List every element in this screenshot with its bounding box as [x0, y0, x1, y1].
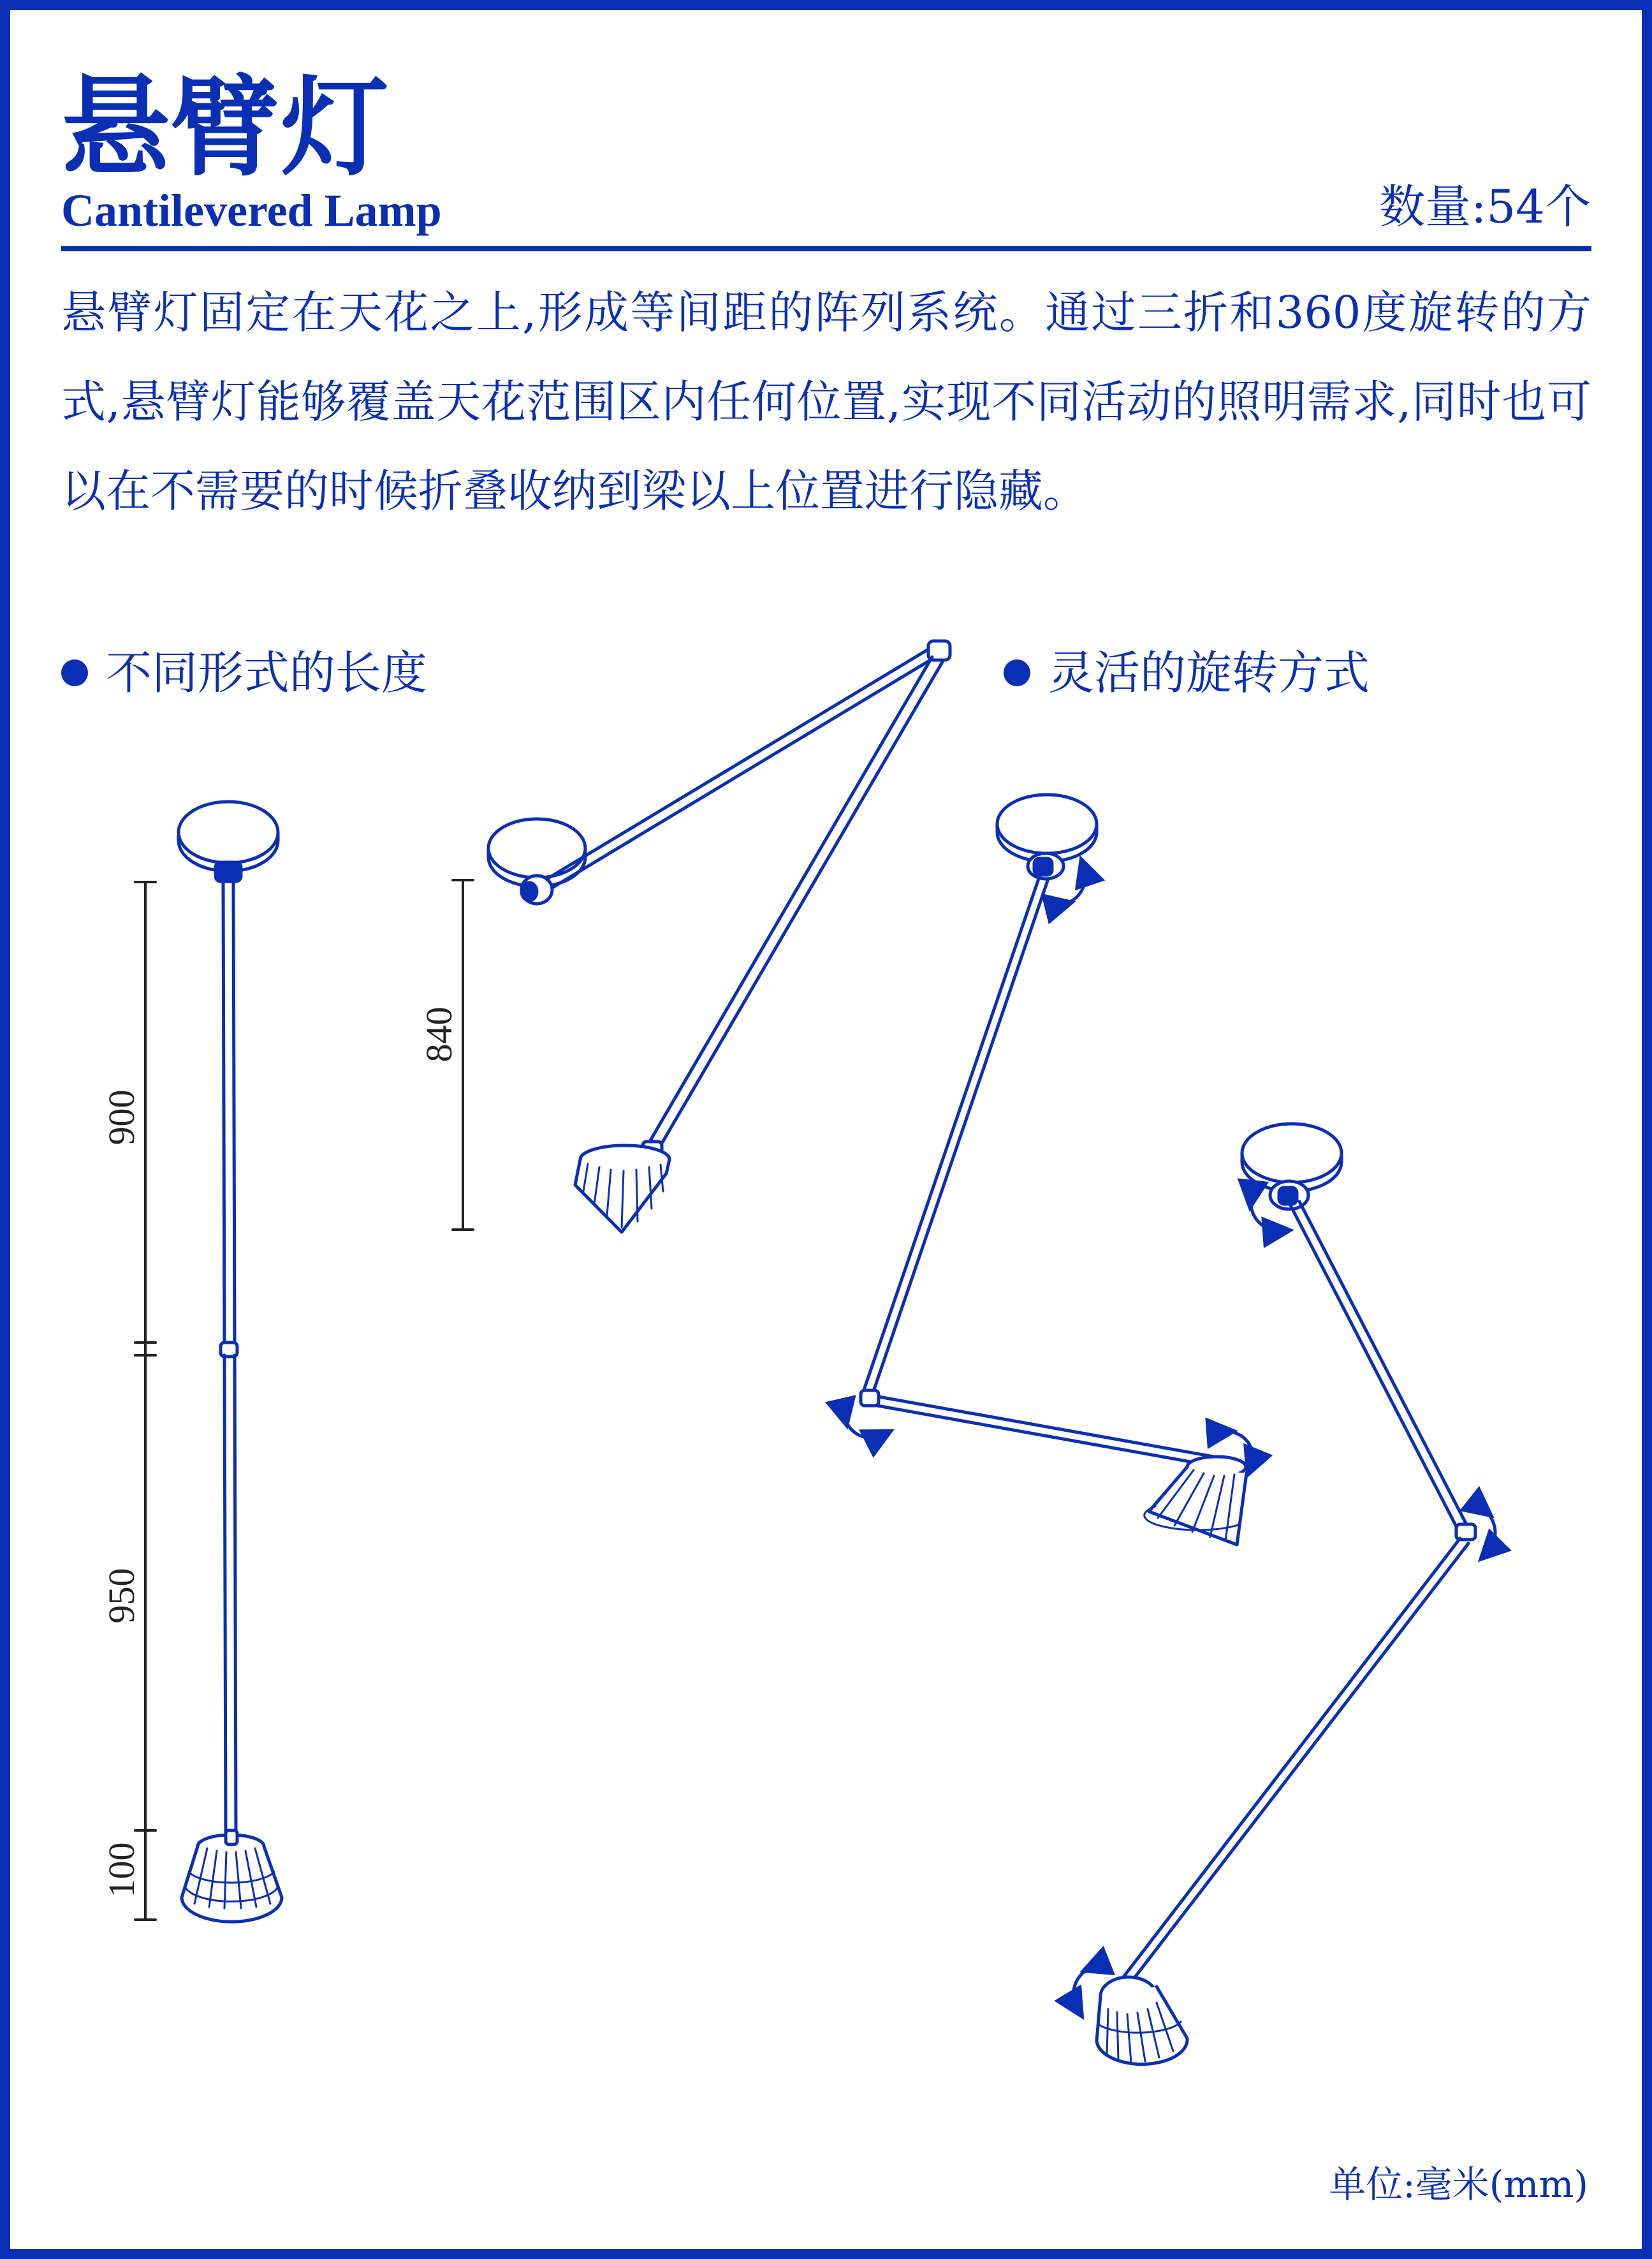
lamp-straight — [101, 802, 282, 1922]
ceiling-disc-icon — [1242, 1124, 1341, 1209]
dimension-label-100: 100 — [101, 1842, 142, 1898]
section-heading-rotation-label: 灵活的旋转方式 — [1048, 646, 1370, 700]
section-heading-lengths-label: 不同形式的长度 — [106, 646, 428, 700]
rotate-arrow-icon — [1074, 1968, 1092, 2009]
ceiling-disc-icon — [179, 802, 278, 881]
ceiling-disc-icon — [488, 819, 585, 904]
rotate-arrow-icon — [1064, 867, 1085, 904]
unit-label: 单位:毫米(mm) — [1329, 2163, 1588, 2206]
arm-rod — [1115, 1202, 1475, 1994]
dimension-label-900: 900 — [101, 1089, 142, 1145]
arm-rod — [547, 641, 950, 1150]
lamp-rotation-a — [845, 795, 1253, 1545]
page-subtitle: Cantilevered Lamp — [61, 185, 442, 236]
dimension-label-950: 950 — [101, 1568, 142, 1624]
page-title: 悬臂灯 — [61, 64, 391, 191]
lamp-shade-icon — [182, 1830, 282, 1922]
arm-rod — [221, 880, 237, 1837]
arm-rod — [861, 877, 1221, 1467]
rotate-arrow-icon — [845, 1417, 883, 1438]
description-paragraph: 悬臂灯固定在天花之上,形成等间距的阵列系统。通过三折和360度旋转的方式,悬臂灯能够覆盖天花范围区内任何位置,实现不同活动的照明需求,同时也可以在不需要的时候折叠收纳到梁以上位置进行隐藏。 — [61, 286, 1591, 517]
dimension-line — [135, 882, 156, 1920]
rotate-arrow-icon — [1484, 1510, 1495, 1553]
ceiling-disc-icon — [997, 795, 1097, 879]
lamp-shade-icon — [575, 1142, 669, 1232]
lamp-shade-icon — [1144, 1457, 1246, 1545]
dimension-label-840: 840 — [418, 1006, 460, 1063]
lamp-shade-icon — [1097, 1977, 1187, 2064]
quantity-label: 数量:54个 — [1379, 180, 1591, 233]
lamp-folded — [418, 641, 950, 1232]
lamp-rotation-b — [1074, 1124, 1495, 2064]
